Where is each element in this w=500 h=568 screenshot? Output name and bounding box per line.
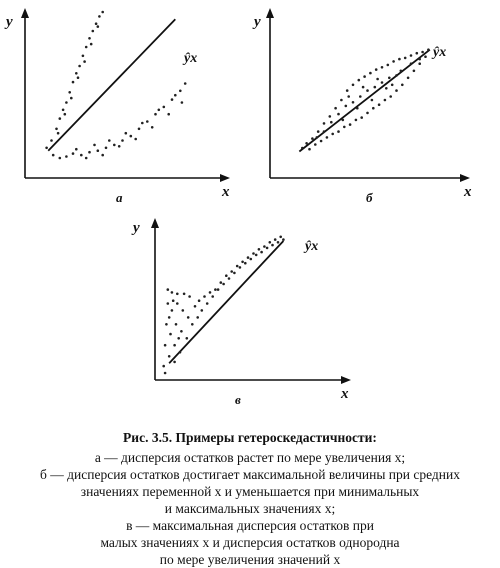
data-point xyxy=(269,241,272,244)
data-point xyxy=(271,244,274,247)
caption-line: по мере увеличения значений x xyxy=(159,552,341,567)
caption-line: а — дисперсия остатков растет по мере увеличения x; xyxy=(94,450,406,465)
data-point xyxy=(388,77,391,80)
data-point xyxy=(97,25,100,28)
data-point xyxy=(362,86,365,89)
data-point xyxy=(77,76,80,79)
regression-label: ŷx xyxy=(433,45,447,60)
data-point xyxy=(59,117,62,120)
data-point xyxy=(330,121,333,124)
data-point xyxy=(366,112,369,115)
data-point xyxy=(347,95,350,98)
data-point xyxy=(326,136,329,139)
data-point xyxy=(355,119,358,122)
data-point xyxy=(214,288,217,291)
data-point xyxy=(125,132,128,135)
data-point xyxy=(167,302,170,305)
data-point xyxy=(206,302,209,305)
axes xyxy=(266,8,470,182)
data-point xyxy=(371,99,374,102)
data-point xyxy=(179,90,182,93)
data-point xyxy=(279,236,282,239)
data-point xyxy=(372,107,375,110)
data-point xyxy=(164,344,167,347)
data-point xyxy=(78,65,81,68)
data-point xyxy=(183,293,186,296)
x-axis-label: x xyxy=(222,184,230,200)
data-point xyxy=(352,84,355,87)
data-point xyxy=(168,355,171,358)
data-point xyxy=(266,247,269,250)
data-point xyxy=(85,46,88,49)
data-point xyxy=(356,107,359,110)
data-point xyxy=(184,82,187,85)
data-point xyxy=(239,266,242,269)
data-point xyxy=(88,37,91,40)
data-point xyxy=(141,122,144,125)
data-point xyxy=(88,151,91,154)
data-point xyxy=(108,139,111,142)
data-point xyxy=(196,316,199,319)
data-point xyxy=(64,113,67,116)
data-point xyxy=(230,270,233,273)
data-point xyxy=(182,309,185,312)
data-point xyxy=(98,15,101,18)
data-point xyxy=(340,99,343,102)
axes xyxy=(151,218,351,384)
data-point xyxy=(252,252,255,255)
caption-line: в — максимальная дисперсия остатков при xyxy=(126,518,374,533)
data-point xyxy=(345,105,348,108)
data-point xyxy=(263,245,266,248)
data-point xyxy=(250,258,253,261)
data-point xyxy=(191,323,194,326)
data-point xyxy=(138,128,141,131)
data-point xyxy=(342,119,345,122)
data-point xyxy=(305,142,308,145)
data-point xyxy=(113,144,116,147)
data-point xyxy=(90,43,93,46)
data-point xyxy=(194,305,197,308)
data-point xyxy=(337,130,340,133)
data-point xyxy=(247,256,250,259)
data-point xyxy=(65,101,68,104)
data-point xyxy=(95,22,98,25)
data-point xyxy=(180,330,183,333)
data-point xyxy=(198,299,201,302)
figure-title: Рис. 3.5. Примеры гетероскедастичности: xyxy=(123,430,377,445)
data-point xyxy=(233,272,236,275)
data-point xyxy=(146,120,149,123)
data-point xyxy=(384,99,387,102)
y-axis-label: y xyxy=(254,14,261,30)
data-point xyxy=(376,78,379,81)
data-point xyxy=(164,372,167,375)
data-point xyxy=(171,291,174,294)
x-axis-label: x xyxy=(464,184,472,200)
data-point xyxy=(410,62,413,65)
data-point xyxy=(323,130,326,133)
regression-line xyxy=(48,19,175,150)
data-point xyxy=(375,68,378,71)
data-point xyxy=(172,299,175,302)
data-point xyxy=(385,87,388,90)
data-point xyxy=(55,128,58,131)
data-point xyxy=(352,101,355,104)
data-point xyxy=(416,52,419,55)
data-point xyxy=(398,58,401,61)
data-point xyxy=(130,135,133,138)
data-point xyxy=(220,281,223,284)
data-point xyxy=(201,309,204,312)
data-point xyxy=(387,64,390,67)
data-point xyxy=(331,133,334,136)
data-point xyxy=(378,103,381,106)
regression-label: ŷx xyxy=(184,51,198,66)
data-point xyxy=(92,30,95,33)
data-point xyxy=(105,147,108,150)
data-point xyxy=(93,144,96,147)
data-point xyxy=(346,89,349,92)
data-point xyxy=(424,55,427,58)
data-point xyxy=(158,109,161,112)
data-point xyxy=(173,361,176,364)
data-point xyxy=(418,62,421,65)
data-point xyxy=(154,113,157,116)
data-point xyxy=(395,74,398,77)
data-point xyxy=(162,365,165,368)
panel-label: в xyxy=(235,392,241,407)
data-point xyxy=(101,11,104,14)
data-point xyxy=(163,106,166,109)
data-point xyxy=(407,77,410,80)
data-point xyxy=(374,86,377,89)
data-point xyxy=(176,302,179,305)
data-point xyxy=(52,154,55,157)
data-point xyxy=(209,291,212,294)
data-point xyxy=(174,94,177,97)
data-point xyxy=(175,323,178,326)
data-point xyxy=(225,274,228,277)
data-point xyxy=(316,136,319,139)
data-point xyxy=(389,95,392,98)
regression-line xyxy=(169,241,283,363)
y-axis-label: y xyxy=(133,220,140,236)
data-point xyxy=(165,323,168,326)
data-point xyxy=(169,333,172,336)
data-point xyxy=(228,277,231,280)
caption-line: значениях переменной x и уменьшается при минимальных xyxy=(80,484,420,499)
scatter-panel-c xyxy=(125,208,375,408)
data-point xyxy=(349,123,352,126)
data-point xyxy=(50,139,53,142)
data-point xyxy=(72,152,75,155)
data-point xyxy=(82,55,85,58)
data-point xyxy=(427,48,430,51)
data-point xyxy=(134,138,137,141)
data-point xyxy=(177,337,180,340)
scatter-panel-a xyxy=(0,0,250,205)
caption-line: и максимальных значениях x; xyxy=(164,501,336,516)
data-point xyxy=(413,70,416,73)
data-point xyxy=(337,113,340,116)
data-point xyxy=(186,337,189,340)
data-point xyxy=(173,344,176,347)
data-point xyxy=(83,60,86,63)
data-point xyxy=(244,262,247,265)
data-point xyxy=(101,154,104,157)
data-point xyxy=(366,89,369,92)
data-point xyxy=(72,81,75,84)
data-point xyxy=(118,145,121,148)
data-point xyxy=(188,295,191,298)
data-point xyxy=(334,107,337,110)
data-point xyxy=(255,254,258,257)
panel-label: б xyxy=(366,190,373,205)
figure-caption xyxy=(0,449,500,568)
data-point xyxy=(381,81,384,84)
data-point xyxy=(168,316,171,319)
data-point xyxy=(381,66,384,69)
data-point xyxy=(401,84,404,87)
data-point xyxy=(45,147,48,150)
data-point xyxy=(181,101,184,104)
data-point xyxy=(320,140,323,143)
data-point xyxy=(222,283,225,286)
data-point xyxy=(258,248,261,251)
data-point xyxy=(171,98,174,101)
data-point xyxy=(203,295,206,298)
data-point xyxy=(187,316,190,319)
data-point xyxy=(176,293,179,296)
scatter-panel-b xyxy=(250,0,500,205)
data-point xyxy=(311,137,314,140)
data-point xyxy=(167,288,170,291)
panel-label: а xyxy=(116,190,123,205)
data-point xyxy=(359,95,362,98)
data-point xyxy=(404,57,407,60)
data-point xyxy=(70,97,73,100)
data-point xyxy=(68,91,71,94)
regression-label: ŷx xyxy=(305,239,319,254)
data-point xyxy=(75,148,78,151)
data-point xyxy=(171,309,174,312)
data-point xyxy=(329,115,332,118)
data-point xyxy=(167,113,170,116)
data-point xyxy=(277,241,280,244)
data-point xyxy=(260,251,263,254)
data-point xyxy=(211,295,214,298)
data-point xyxy=(217,288,220,291)
regression-line xyxy=(299,50,430,152)
x-axis-label: x xyxy=(341,386,349,402)
data-point xyxy=(314,143,317,146)
data-point xyxy=(65,155,68,158)
data-point xyxy=(282,238,285,241)
data-point xyxy=(317,130,320,133)
caption-line: малых значениях x и дисперсия остатков однородна xyxy=(100,535,400,550)
data-point xyxy=(308,148,311,151)
data-point xyxy=(274,238,277,241)
data-point xyxy=(301,147,304,150)
data-point xyxy=(62,109,65,112)
data-point xyxy=(236,265,239,268)
data-point xyxy=(358,79,361,82)
data-point xyxy=(57,132,60,135)
data-point xyxy=(360,116,363,119)
data-point xyxy=(179,351,182,354)
data-point xyxy=(410,54,413,57)
data-point xyxy=(400,70,403,73)
data-point xyxy=(85,157,88,160)
data-point xyxy=(343,126,346,129)
data-point xyxy=(323,122,326,125)
data-point xyxy=(395,89,398,92)
data-point xyxy=(151,126,154,129)
data-point xyxy=(97,149,100,152)
y-axis-label: y xyxy=(6,14,13,30)
data-point xyxy=(241,261,244,264)
data-point xyxy=(391,84,394,87)
data-point xyxy=(392,60,395,63)
data-point xyxy=(421,51,424,54)
data-point xyxy=(121,139,124,142)
data-point xyxy=(363,75,366,78)
caption-line: б — дисперсия остатков достигает максимальной величины при средних xyxy=(40,467,460,482)
data-point xyxy=(75,72,78,75)
data-point xyxy=(418,58,421,61)
data-point xyxy=(59,157,62,160)
data-point xyxy=(80,154,83,157)
data-point xyxy=(369,72,372,75)
